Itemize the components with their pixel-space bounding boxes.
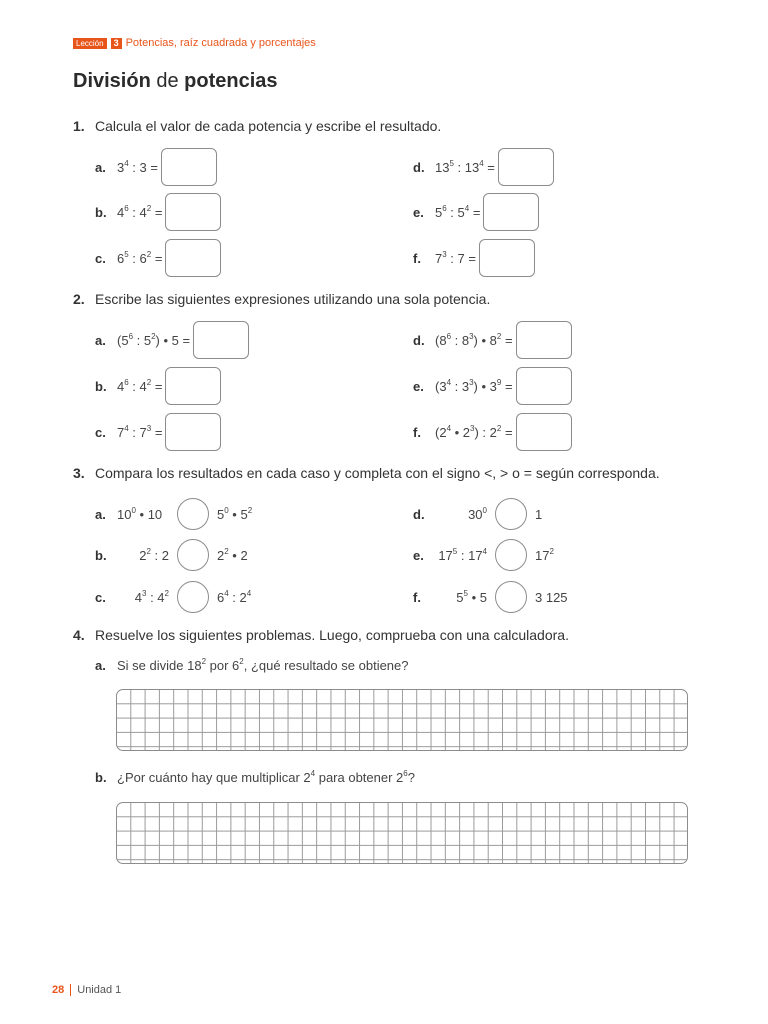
q3-item-d [413,494,542,534]
item-letter: a. [95,658,106,673]
title-part-3: potencias [184,70,278,92]
question-4 [73,627,569,643]
question-number: 3. [73,465,85,481]
q2-item-f [413,412,572,452]
page-footer [52,984,121,996]
lesson-header [73,36,316,50]
right-expression: $17^2$ [535,546,554,563]
question-text: Compara los resultados en cada caso y completa con el signo <, > o = según corresponda. [95,465,660,481]
expression: $13^5$ : $13^4$ = [435,158,495,175]
lesson-badge: Lección [73,38,107,49]
question-text: Escribe las siguientes expresiones utilizando una sola potencia. [95,291,491,307]
item-letter: c. [95,250,106,266]
page-number: 28 [52,984,65,996]
item-letter: f. [413,424,421,440]
q1-item-b [95,192,221,232]
item-letter: f. [413,250,421,266]
item-letter: b. [95,547,107,563]
expression: $3^4$ : 3 = [117,158,158,175]
q2-item-c [95,412,221,452]
item-letter: b. [95,204,107,220]
expression: $5^6$ : $5^4$ = [435,203,481,220]
q3-item-f [413,577,568,617]
q1-item-a [95,147,217,187]
q2-item-a [95,320,249,360]
left-expression: $4^3$ : $4^2$ [134,588,169,605]
q2-item-d [413,320,572,360]
question-3 [73,465,660,481]
item-letter: a. [95,506,106,522]
answer-box[interactable] [165,413,221,451]
item-letter: c. [95,589,106,605]
answer-box[interactable] [516,413,572,451]
item-letter: a. [95,159,106,175]
item-letter: f. [413,589,421,605]
comparison-circle[interactable] [495,539,527,571]
answer-box[interactable] [516,321,572,359]
question-number: 2. [73,291,85,307]
item-letter: d. [413,332,425,348]
lesson-number: 3 [111,38,122,49]
comparison-circle[interactable] [177,581,209,613]
item-letter: b. [95,770,107,785]
expression: $4^6$ : $4^2$ = [117,377,163,394]
title-part-1: División [73,70,151,92]
expression: $4^6$ : $4^2$ = [117,203,163,220]
lesson-topic: Potencias, raíz cuadrada y porcentajes [125,37,316,49]
q1-item-f [413,238,535,278]
q3-item-e [413,535,554,575]
q1-item-c [95,238,221,278]
item-letter: e. [413,204,424,220]
left-expression: $5^5$ • 5 [456,588,487,605]
item-letter: e. [413,547,424,563]
item-letter: d. [413,159,425,175]
q3-item-b [95,535,248,575]
expression: ($5^6$ : $5^2$) • 5 = [117,331,191,348]
unit-label: Unidad 1 [77,984,122,996]
question-number: 4. [73,627,85,643]
left-expression: $2^2$ : 2 [139,546,169,563]
expression: ($8^6$ : $8^3$) • $8^2$ = [435,331,513,348]
right-expression: $5^0$ • $5^2$ [217,505,253,522]
answer-grid-a[interactable] [116,689,688,751]
left-expression: $30^0$ [468,505,487,522]
q3-item-a [95,494,252,534]
answer-box[interactable] [165,193,221,231]
q4-problem-b: b. ¿Por cuánto hay que multiplicar $2^4$ para obtener $2^6$? [95,769,415,785]
expression: $7^4$ : $7^3$ = [117,423,163,440]
q3-item-c [95,577,251,617]
answer-box[interactable] [165,367,221,405]
answer-box[interactable] [161,148,217,186]
right-expression: $2^2$ • 2 [217,546,248,563]
question-1 [73,118,441,134]
q4-problem-a: a. Si se divide $18^2$ por $6^2$, ¿qué resultado se obtiene? [95,657,409,673]
title-part-2: de [156,70,179,92]
item-letter: c. [95,424,106,440]
answer-grid-b[interactable] [116,802,688,864]
q2-item-b [95,366,221,406]
item-letter: d. [413,506,425,522]
footer-divider [70,984,71,996]
answer-box[interactable] [193,321,249,359]
expression: ($3^4$ : $3^3$) • $3^9$ = [435,377,513,394]
left-expression: $10^0$ • 10 [117,505,163,522]
q1-item-e [413,192,539,232]
expression: ($2^4$ • $2^3$) : $2^2$ = [435,423,513,440]
left-expression: $17^5$ : $17^4$ [438,546,487,563]
comparison-circle[interactable] [177,539,209,571]
right-expression: 3 125 [535,589,568,605]
right-expression: 1 [535,506,543,522]
expression: $7^3$ : 7 = [435,249,476,266]
question-text: Calcula el valor de cada potencia y escribe el resultado. [95,118,442,134]
q1-item-d [413,147,554,187]
right-expression: $6^4$ : $2^4$ [217,588,252,605]
answer-box[interactable] [483,193,539,231]
question-number: 1. [73,118,85,134]
item-letter: b. [95,378,107,394]
answer-box[interactable] [165,239,221,277]
answer-box[interactable] [498,148,554,186]
item-letter: e. [413,378,424,394]
page-title [73,70,278,93]
answer-box[interactable] [516,367,572,405]
question-2 [73,291,490,307]
answer-box[interactable] [479,239,535,277]
comparison-circle[interactable] [495,581,527,613]
item-letter: a. [95,332,106,348]
comparison-circle[interactable] [495,498,527,530]
question-text: Resuelve los siguientes problemas. Luego, comprueba con una calculadora. [95,627,569,643]
comparison-circle[interactable] [177,498,209,530]
q2-item-e [413,366,572,406]
expression: $6^5$ : $6^2$ = [117,249,163,266]
